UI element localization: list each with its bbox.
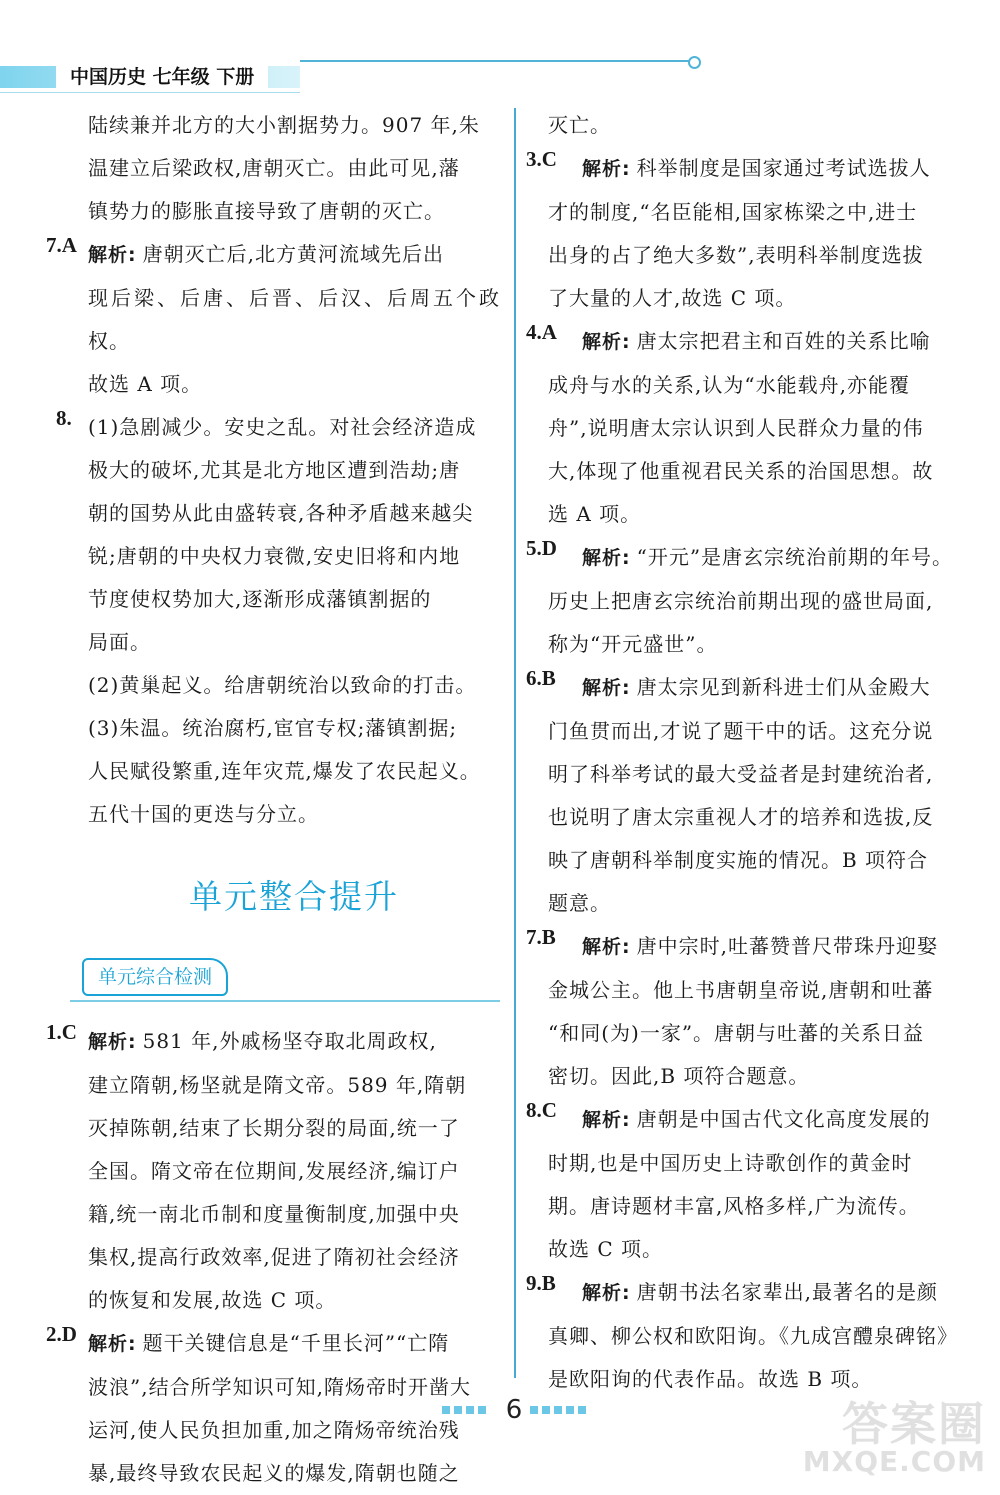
intro-paragraph (88, 104, 500, 233)
text-line: 故选 C 项。 (548, 1237, 664, 1261)
answer-number: 5.D (526, 536, 557, 560)
sub-heading (70, 958, 500, 1004)
text-line: 籍,统一南北币制和度量衡制度,加强中央 (88, 1202, 460, 1226)
text-line: 明了科举考试的最大受益者是封建统治者, (548, 762, 934, 786)
text-line: 是欧阳询的代表作品。故选 B 项。 (548, 1367, 873, 1391)
text-line: 题意。 (548, 891, 611, 915)
book-title: 中国历史 七年级 下册 (56, 62, 268, 92)
right-column (528, 104, 964, 1401)
text-line: 陆续兼并北方的大小割据势力。907 年,朱 (88, 113, 480, 137)
text-line: 集权,提高行政效率,促进了隋初社会经济 (88, 1245, 460, 1269)
answer-number: 9.B (526, 1271, 556, 1295)
text-line (88, 233, 500, 277)
text-line: 运河,使人民负担加重,加之隋炀帝统治残 (88, 1418, 460, 1442)
answer-number: 4.A (526, 320, 557, 344)
text-span: 唐中宗时,吐蕃赞普尺带珠丹迎娶 (636, 934, 938, 958)
text-line: 真卿、柳公权和欧阳询。《九成宫醴泉碑铭》 (548, 1324, 958, 1348)
text-line: 现后梁、后唐、后晋、后汉、后周五个政权。 (88, 286, 500, 353)
answer-number: 6.B (526, 666, 556, 690)
text-line: 全国。隋文帝在位期间,发展经济,编订户 (88, 1159, 460, 1183)
text-line: 人民赋役繁重,连年灾荒,爆发了农民起义。 (88, 759, 481, 783)
text-span: 题干关键信息是“千里长河”“亡隋 (142, 1331, 450, 1355)
text-line: 波浪”,结合所学知识可知,隋炀帝时开凿大 (88, 1375, 471, 1399)
text-line: 也说明了唐太宗重视人才的培养和选拔,反 (548, 805, 934, 829)
analysis-label: 解析: (582, 158, 631, 180)
text-line (528, 320, 964, 364)
text-line (528, 147, 964, 191)
text-line: 成舟与水的关系,认为“水能载舟,亦能覆 (548, 373, 910, 397)
answer-number: 8. (56, 406, 72, 430)
analysis-label: 解析: (582, 677, 631, 699)
text-line: 朝的国势从此由盛转衰,各种矛盾越来越尖 (88, 501, 474, 525)
text-line: 大,体现了他重视君民关系的治国思想。故 (548, 459, 934, 483)
text-line: 金城公主。他上书唐朝皇帝说,唐朝和吐蕃 (548, 978, 934, 1002)
page-header (0, 56, 1000, 98)
text-line: 称为“开元盛世”。 (548, 632, 718, 656)
text-line: (3)朱温。统治腐朽,宦官专权;藩镇割据; (88, 716, 458, 740)
text-line: 局面。 (88, 630, 151, 654)
analysis-label: 解析: (88, 244, 137, 266)
page-number: 6 (505, 1395, 523, 1425)
sub-heading-label: 单元综合检测 (82, 958, 228, 996)
footer-ornament-right (530, 1406, 586, 1414)
answer-item-7 (48, 233, 500, 406)
text-span: “开元”是唐玄宗统治前期的年号。 (636, 545, 954, 569)
answer-number: 2.D (46, 1322, 77, 1346)
text-line (528, 666, 964, 710)
header-rule (300, 60, 690, 62)
text-line: “和同(为)一家”。唐朝与吐蕃的关系日益 (548, 1021, 925, 1045)
answer-number: 7.A (46, 233, 77, 257)
header-underline (0, 92, 300, 93)
text-span: 唐朝灭亡后,北方黄河流域先后出 (142, 242, 444, 266)
text-span: 唐朝书法名家辈出,最著名的是颜 (636, 1280, 938, 1304)
analysis-label: 解析: (88, 1333, 137, 1355)
text-line (528, 536, 964, 580)
text-line: 出身的占了绝大多数”,表明科举制度选拔 (548, 243, 924, 267)
text-span: 科举制度是国家通过考试选拔人 (636, 156, 931, 180)
left-column (46, 104, 500, 1495)
text-line: 故选 A 项。 (88, 372, 203, 396)
text-line: 历史上把唐玄宗统治前期出现的盛世局面, (548, 589, 934, 613)
analysis-label: 解析: (582, 331, 631, 353)
text-line: 极大的破坏,尤其是北方地区遭到浩劫;唐 (88, 458, 461, 482)
text-line: 门鱼贯而出,才说了题干中的话。这充分说 (548, 719, 934, 743)
text-span: 唐太宗把君主和百姓的关系比喻 (636, 329, 931, 353)
text-line: 的恢复和发展,故选 C 项。 (88, 1288, 337, 1312)
text-line: (2)黄巢起义。给唐朝统治以致命的打击。 (88, 673, 477, 697)
analysis-label: 解析: (88, 1031, 137, 1053)
text-line: 温建立后梁政权,唐朝灭亡。由此可见,藩 (88, 156, 460, 180)
text-line: 锐;唐朝的中央权力衰微,安史旧将和内地 (88, 544, 461, 568)
text-line (88, 1322, 500, 1366)
unit-answer-1 (48, 1020, 500, 1322)
text-line: (1)急剧减少。安史之乱。对社会经济造成 (88, 415, 477, 439)
text-line: 密切。因此,B 项符合题意。 (548, 1064, 810, 1088)
unit-answer-9 (528, 1271, 964, 1401)
text-span: 唐朝是中国古代文化高度发展的 (636, 1107, 931, 1131)
footer-ornament-left (442, 1406, 488, 1414)
text-line: 映了唐朝科举制度实施的情况。B 项符合 (548, 848, 929, 872)
text-line (528, 1098, 964, 1142)
text-line: 时期,也是中国历史上诗歌创作的黄金时 (548, 1151, 913, 1175)
column-divider (514, 108, 516, 1378)
text-line: 才的制度,“名臣能相,国家栋梁之中,进士 (548, 200, 918, 224)
text-span: 581 年,外戚杨坚夺取北周政权, (142, 1029, 437, 1053)
unit-answer-4 (528, 320, 964, 536)
analysis-label: 解析: (582, 547, 631, 569)
analysis-label: 解析: (582, 936, 631, 958)
unit-answer-5 (528, 536, 964, 666)
text-span: 唐太宗见到新科进士们从金殿大 (636, 675, 931, 699)
header-dot-ornament (688, 56, 701, 69)
watermark-text: 答案圈 (842, 1397, 986, 1451)
text-line: 选 A 项。 (548, 502, 642, 526)
text-line (528, 925, 964, 969)
text-line: 了大量的人才,故选 C 项。 (548, 286, 797, 310)
watermark-url: MXQE.COM (802, 1445, 986, 1478)
continued-text: 灭亡。 (548, 113, 611, 137)
sub-heading-rule (70, 1000, 500, 1002)
unit-answer-7 (528, 925, 964, 1098)
analysis-label: 解析: (582, 1282, 631, 1304)
answer-number: 8.C (526, 1098, 557, 1122)
text-line: 节度使权势加大,逐渐形成藩镇割据的 (88, 587, 432, 611)
text-line: 镇势力的膨胀直接导致了唐朝的灭亡。 (88, 199, 445, 223)
answer-number: 7.B (526, 925, 556, 949)
text-line (88, 1020, 500, 1064)
watermark-logo (802, 1388, 992, 1478)
answer-number: 3.C (526, 147, 557, 171)
text-line: 建立隋朝,杨坚就是隋文帝。589 年,隋朝 (88, 1073, 467, 1097)
analysis-label: 解析: (582, 1109, 631, 1131)
text-line: 五代十国的更迭与分立。 (88, 802, 319, 826)
section-title: 单元整合提升 (189, 877, 399, 916)
answer-number: 1.C (46, 1020, 77, 1044)
text-line: 暴,最终导致农民起义的爆发,隋朝也随之 (88, 1461, 460, 1485)
text-line (528, 1271, 964, 1315)
answer-item-8 (48, 406, 500, 836)
text-line: 舟”,说明唐太宗认识到人民群众力量的伟 (548, 416, 924, 440)
unit-answer-8 (528, 1098, 964, 1271)
text-line: 期。唐诗题材丰富,风格多样,广为流传。 (548, 1194, 920, 1218)
text-line: 灭掉陈朝,结束了长期分裂的局面,统一了 (88, 1116, 460, 1140)
unit-answer-3 (528, 147, 964, 320)
unit-answer-6 (528, 666, 964, 925)
